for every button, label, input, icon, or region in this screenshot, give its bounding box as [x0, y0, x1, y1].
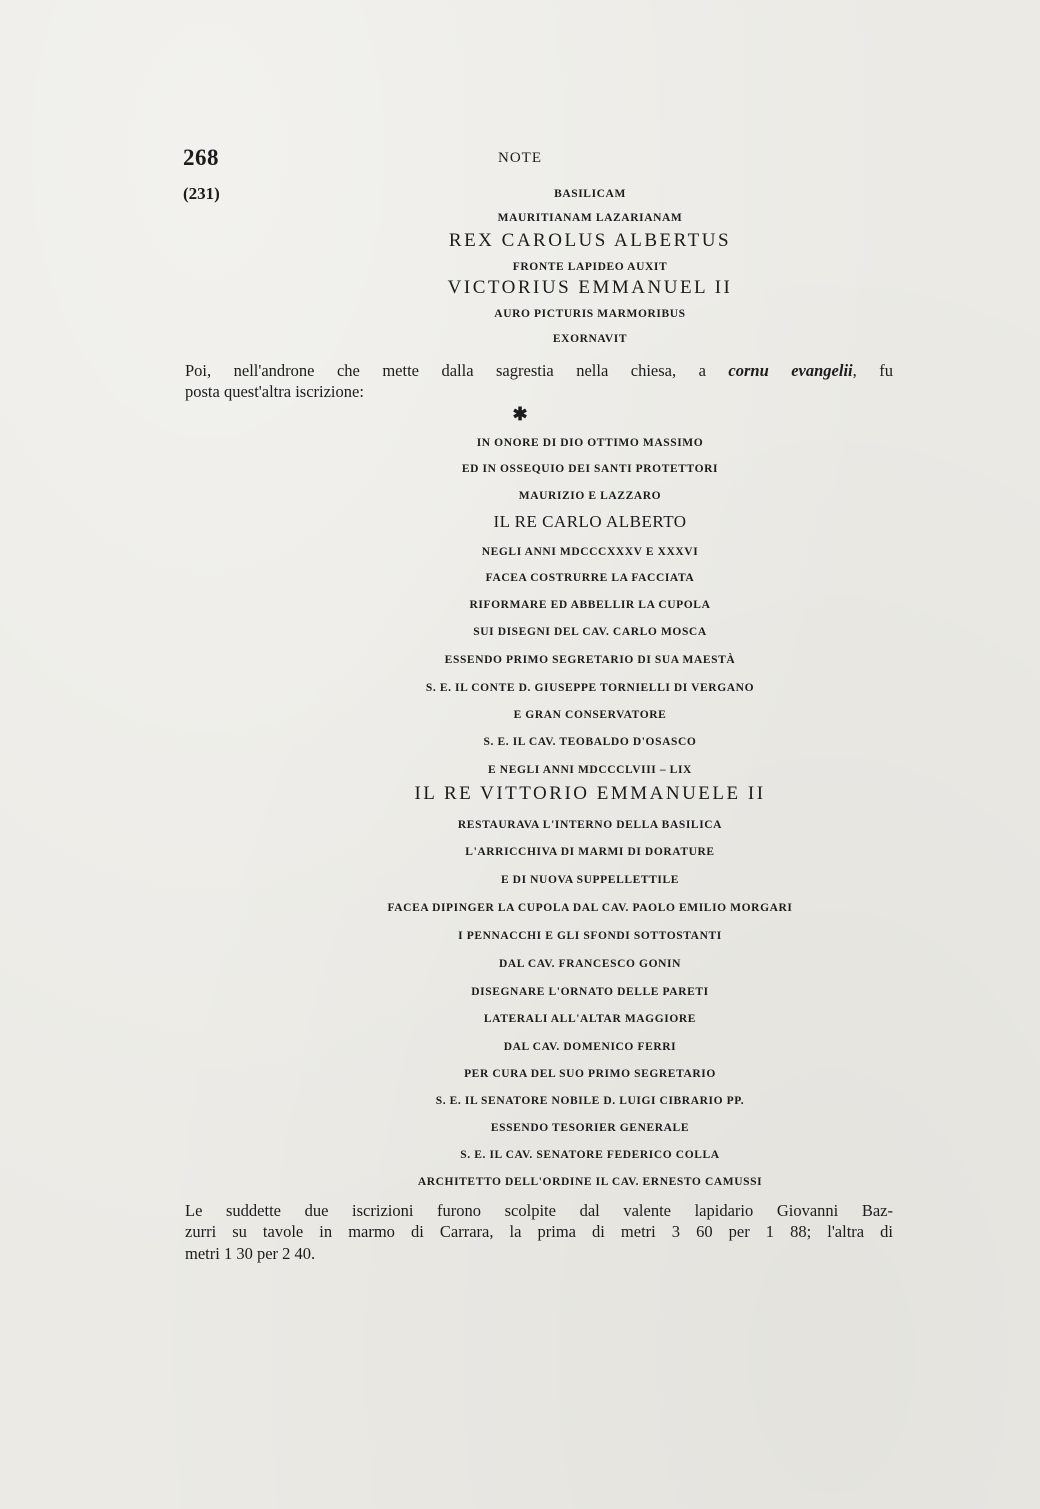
paragraph-1-line-2: posta quest'altra iscrizione:: [185, 382, 364, 401]
inscription2-line: IN ONORE DI DIO OTTIMO MASSIMO: [476, 437, 704, 449]
paragraph-text: , fu: [852, 361, 893, 380]
inscription2-line: RESTAURAVA L'INTERNO DELLA BASILICA: [457, 819, 723, 831]
inscription2-line: DAL CAV. DOMENICO FERRI: [503, 1041, 677, 1053]
paragraph-text: Poi, nell'androne che mette dalla sagrestia nella chiesa, a: [185, 361, 729, 380]
inscription2-line: MAURIZIO E LAZZARO: [518, 490, 662, 502]
inscription1-line: FRONTE LAPIDEO AUXIT: [512, 261, 668, 273]
inscription2-line: S. E. IL CAV. TEOBALDO D'OSASCO: [483, 736, 697, 748]
inscription2-line: S. E. IL CONTE D. GIUSEPPE TORNIELLI DI VERGANO: [425, 682, 755, 694]
inscription1-line: MAURITIANAM LAZARIANAM: [497, 212, 683, 224]
paragraph-2-line-2: zurri su tavole in marmo di Carrara, la prima di metri 3 60 per 1 88; l'altra di: [185, 1222, 893, 1241]
inscription2-line: FACEA DIPINGER LA CUPOLA DAL CAV. PAOLO EMILIO MORGARI: [387, 902, 793, 914]
inscription2-line: DAL CAV. FRANCESCO GONIN: [498, 958, 682, 970]
inscription2-line: S. E. IL CAV. SENATORE FEDERICO COLLA: [460, 1149, 720, 1161]
inscription2-line: ESSENDO PRIMO SEGRETARIO DI SUA MAESTÀ: [444, 654, 736, 666]
asterisk-ornament-icon: ✱: [512, 404, 528, 424]
paragraph-2-line-3: metri 1 30 per 2 40.: [185, 1244, 316, 1263]
note-number: (231): [183, 184, 220, 203]
paragraph-1-line-1: [185, 360, 893, 381]
inscription2-line: PER CURA DEL SUO PRIMO SEGRETARIO: [464, 1068, 716, 1080]
inscription2-line: SUI DISEGNI DEL CAV. CARLO MOSCA: [473, 626, 707, 638]
paragraph-2-line-1: Le suddette due iscrizioni furono scolpite dal valente lapidario Giovanni Baz-: [185, 1201, 893, 1220]
inscription2-line: L'ARRICCHIVA DI MARMI DI DORATURE: [465, 846, 715, 858]
inscription2-line: I PENNACCHI E GLI SFONDI SOTTOSTANTI: [458, 930, 722, 942]
inscription1-line: REX CAROLUS ALBERTUS: [448, 230, 732, 251]
inscription1-line: BASILICAM: [554, 188, 626, 200]
inscription2-line: IL RE CARLO ALBERTO: [493, 512, 687, 531]
inscription2-line: E DI NUOVA SUPPELLETTILE: [500, 874, 680, 886]
inscription2-line: ESSENDO TESORIER GENERALE: [490, 1122, 690, 1134]
inscription2-line: E GRAN CONSERVATORE: [513, 709, 667, 721]
inscription1-line: AURO PICTURIS MARMORIBUS: [494, 308, 686, 320]
inscription2-line: E NEGLI ANNI MDCCCLVIII – LIX: [488, 764, 692, 776]
italic-phrase: cornu evangelii: [728, 361, 853, 380]
inscription2-line: FACEA COSTRURRE LA FACCIATA: [485, 572, 695, 584]
inscription2-line: S. E. IL SENATORE NOBILE D. LUIGI CIBRARIO PP.: [435, 1095, 745, 1107]
inscription2-line: ARCHITETTO DELL'ORDINE IL CAV. ERNESTO CAMUSSI: [417, 1176, 763, 1188]
inscription2-line: ED IN OSSEQUIO DEI SANTI PROTETTORI: [461, 463, 719, 475]
inscription2-line: DISEGNARE L'ORNATO DELLE PARETI: [471, 986, 709, 998]
inscription1-line: VICTORIUS EMMANUEL II: [447, 277, 733, 298]
inscription1-line: EXORNAVIT: [552, 333, 628, 345]
page-number: 268: [183, 145, 219, 170]
inscription2-line: LATERALI ALL'ALTAR MAGGIORE: [483, 1013, 697, 1025]
inscription2-line: IL RE VITTORIO EMMANUELE II: [414, 783, 766, 804]
running-head: NOTE: [498, 150, 542, 166]
inscription2-line: RIFORMARE ED ABBELLIR LA CUPOLA: [469, 599, 711, 611]
inscription2-line: NEGLI ANNI MDCCCXXXV E XXXVI: [481, 546, 699, 558]
